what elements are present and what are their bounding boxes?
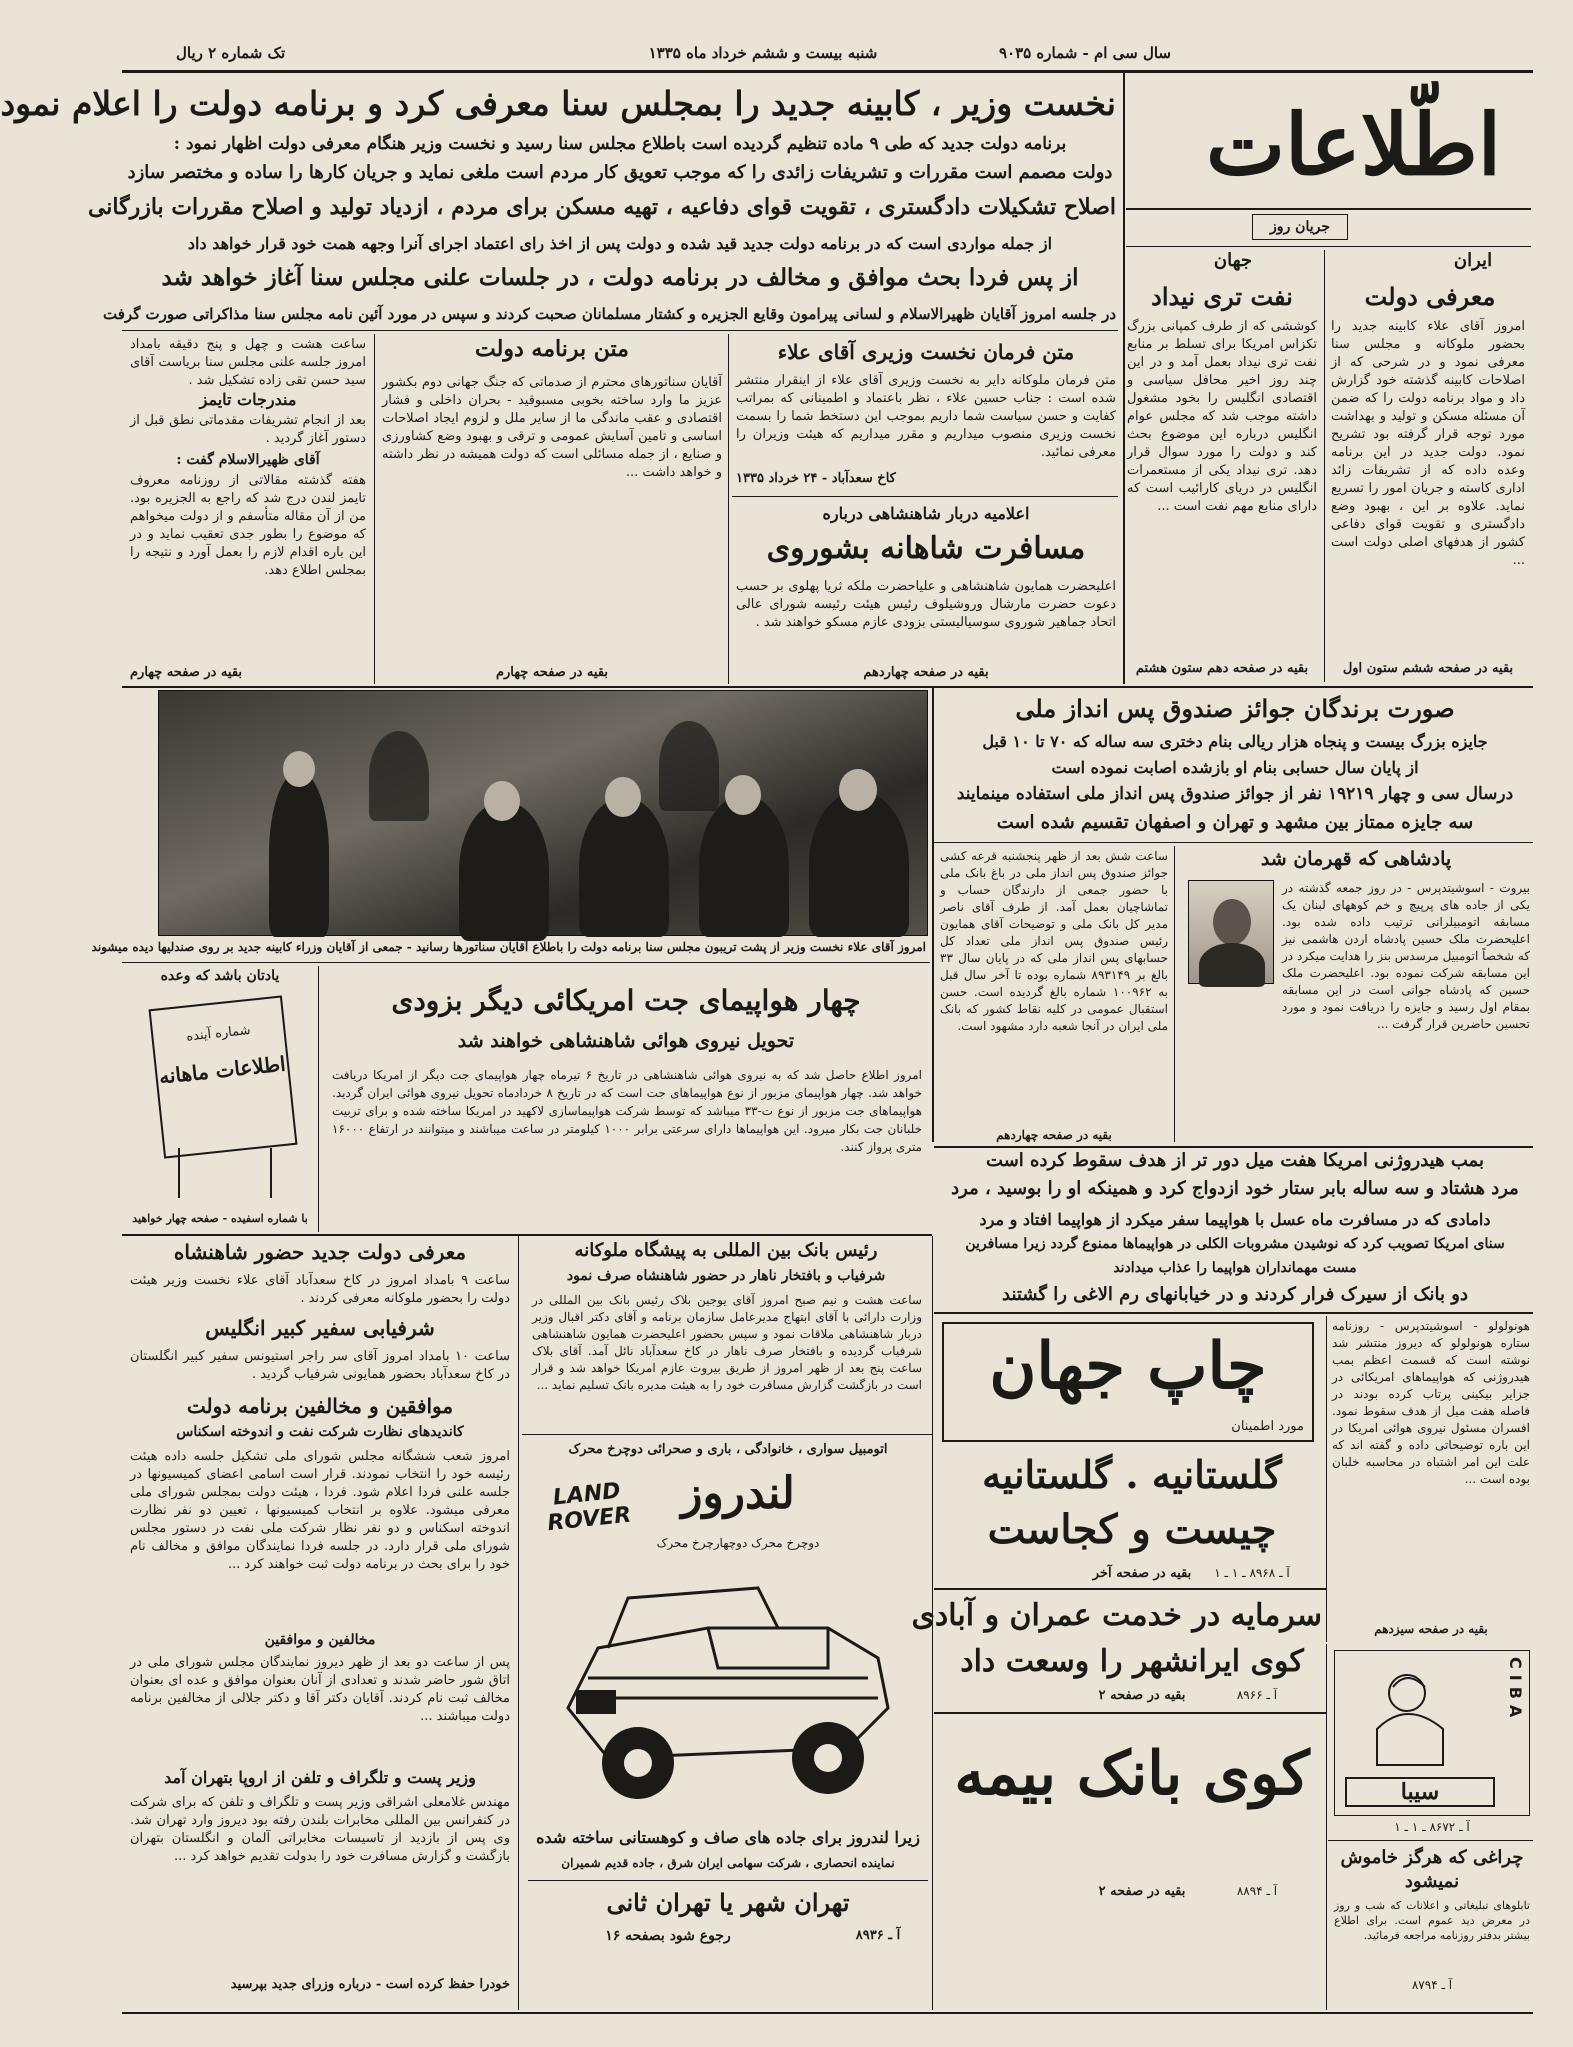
upper-section-rule <box>122 686 1533 688</box>
sarmaye-cont: بقیه در صفحه ۲ <box>1098 1688 1186 1703</box>
portrait-body <box>1199 943 1265 987</box>
jets-body: امروز اطلاع حاصل شد که به نیروی هوائی شاهنشاهی در تاریخ ۶ تیرماه چهار هواپیمای جت دیگر از امریکا دریافت خواهد شد. چهار هواپیمای مزبور از نوع هواپیماهای جت است که در تاریخ ۸ خردادماه تحویل نیروی هوائی ایران گردید. هواپیماهای جت مزبور از نوع ت-۳۳ میباشد که توسط شرکت هواپیماسازی لاکهید در امریکا ساخته شده و برای تربیت خلبانان جت بکار میرود. این هواپیماها دارای سرعتی برابر ۱۰۰۰ کیلومتر در ساعت میباشند و میتوانند در ارتفاع ۱۶۰۰۰ متری پرواز کنند. <box>332 1068 923 1154</box>
sarmaye-code: آ ـ ۸۹۶۶ <box>1236 1688 1278 1702</box>
world-col-title: نفت تری نیداد <box>1151 282 1293 311</box>
gov-intro-body1: ساعت ۹ بامداد امروز در کاخ سعدآباد آقای علاء نخست وزیر هیئت دولت را بحضور ملوکانه معرفی کردند . <box>130 1273 510 1306</box>
landrover-city: تهران شهر یا تهران ثانی <box>606 1888 850 1917</box>
bank-subtitle: شرفیاب و بافتخار ناهار در حضور شاهنشاه صرف نمود <box>566 1268 886 1284</box>
masthead-logo: اطّلاعات <box>1205 95 1502 194</box>
lead-rule <box>122 330 1118 331</box>
lottery-line1: جایزه بزرگ بیست و پنجاه هزار ریالی بنام دختری سه ساله که ۷۰ تا ۱۰ قبل <box>982 732 1488 751</box>
king-portrait <box>1188 880 1274 984</box>
middle-divider <box>932 688 934 1142</box>
landrover-cont: رجوع شود بصفحه ۱۶ <box>605 1928 731 1944</box>
lottery-title: صورت برندگان جوائز صندوق پس انداز ملی <box>1015 694 1455 723</box>
farman-body: متن فرمان ملوکانه دایر به نخست وزیری آقای علاء از اینقرار منتشر شده است : جناب حسین علاء ، نظر باعتماد و اطمینانی که بمراتب کفایت و حسن سیاست شما داریم بموجب این دستخط شما را بسمت نخست وزیری منصوب میداریم و مقرر میداریم که هیئت وزیران را معرفی نمائید. <box>736 373 1116 460</box>
ciba-code: آ ـ ۸۶۷۲ ـ ۱ ـ ۱ <box>1394 1820 1470 1834</box>
iran-label: ایران <box>1453 250 1493 271</box>
billboard-leg <box>270 1148 272 1198</box>
billboard-line2: اطلاعات ماهانه <box>157 1051 287 1089</box>
jets-side-footer: با شماره اسفیده - صفحه چهار خواهید <box>132 1212 308 1225</box>
landrover-banner: اتومبیل سواری ، خانوادگی ، باری و صحرائی دوچرخ محرک <box>568 1442 888 1457</box>
bank-ad-code: آ ـ ۸۸۹۴ <box>1236 1884 1278 1898</box>
world-col-cont: بقیه در صفحه دهم ستون هشتم <box>1135 661 1309 676</box>
gov-intro-title3: موافقین و مخالفین برنامه دولت <box>186 1394 454 1418</box>
chaap-sub: مورد اطمینان <box>1231 1419 1304 1434</box>
lead-line2: دولت مصمم است مقررات و تشریفات زائدی را که موجب تعویق کار مردم است ملغی نماید و جریان کارها را ساده و مختصر سازد <box>127 162 1113 183</box>
lottery-divider <box>1174 846 1175 1142</box>
vehicle-hub <box>814 1744 842 1772</box>
photo-figure <box>369 731 429 821</box>
landrover-agent: نماینده انحصاری ، شرکت سهامی ایران شرق ، جاده قدیم شمیران <box>561 1856 895 1870</box>
landrover-ad <box>528 1438 928 1958</box>
senate-photo <box>158 690 928 936</box>
photo-figure <box>269 771 329 937</box>
golestan-title: گلستانیه . گلستانیه <box>982 1452 1282 1497</box>
vehicle-side-panel <box>708 1628 828 1668</box>
photo-face <box>839 769 877 811</box>
bank-rule <box>522 1434 932 1435</box>
travel-kicker: اعلامیه دربار شاهنشاهی درباره <box>822 504 1030 523</box>
photo-face <box>605 777 641 817</box>
section-label-box <box>1252 214 1348 240</box>
gov-intro-body5: مهندس غلامعلی اشراقی وزیر پست و تلگراف و تلفن که برای شرکت در کنفرانس بین المللی مخابرات بلندن رفته بود دیروز وارد تهران شد. وی پس از بازدید از تاسیسات مخابراتی آلمان و انگلستان بتهران بازگشت و گزارش مسافرت خود را بدولت تقدیم خواهد کرد ... <box>130 1795 510 1864</box>
mid-rule-right <box>934 1146 1533 1148</box>
landrover-slogan: زیرا لندروز برای جاده های صاف و کوهستانی ساخته شده <box>536 1828 920 1847</box>
missile-rule <box>934 1312 1533 1314</box>
lottery-line3: درسال سی و چهار ۱۹۲۱۹ نفر از جوائز صندوق پس انداز ملی استفاده مینمایند <box>956 784 1514 804</box>
session-body3: هفته گذشته مقالاتی از روزنامه معروف تایمز لندن درج شد که راجع به الجزیره بود. من از آن مقاله متأسفم و از دولت میخواهم که موضوع را بطور جدی تعقیب نماید و در این باره اقدام لازم را بعمل آورد و نتیجه را بمجلس اطلاع دهد. <box>130 473 366 578</box>
ciba-ad <box>1334 1650 1530 1816</box>
golestan-sub: چیست و کجاست <box>987 1506 1277 1553</box>
jets-subtitle: تحویل نیروی هوائی شاهنشاهی خواهند شد <box>457 1030 795 1052</box>
missile-line3: دامادی که در مسافرت ماه عسل با هواپیما سفر میکرد از هواپیما افتاد و مرد <box>979 1210 1491 1229</box>
lottery-body: ساعت شش بعد از ظهر پنجشنبه قرعه کشی جوائز صندوق پس انداز ملی در باغ بانک ملی با حضور جمعی از دارندگان حساب و تماشاچیان بعمل آمد. از طرف آقای ناصر مدیر کل بانک ملی و توضیحات آقای همایون رئیس صندوق پس انداز ملی تعداد کل حسابهای پس انداز ملی که در پایان سال ۳۳ بالغ بر ۸۹۳۱۴۹ شماره بوده تا آخر سال قبل به ۱۰۰۹۶۲ شماره بالغ گردیده است. حسن استقبال عمومی در کلیه نقاط کشور که بانک ملی ایران در آنجا شعبه دارد مشهود است. <box>940 849 1168 1033</box>
landrover-brand-en: LAND ROVER <box>546 1478 633 1537</box>
ciba-product: سیبا <box>1345 1777 1495 1807</box>
golestan-rule <box>934 1588 1326 1590</box>
billboard <box>149 995 298 1158</box>
honolulu-divider <box>1326 1316 1327 1642</box>
session-speaker: آقای ظهیرالاسلام گفت : <box>176 452 320 468</box>
golestan-cont: بقیه در صفحه آخر <box>1092 1566 1192 1581</box>
issue-price: تک شماره ۲ ریال <box>176 44 286 62</box>
gov-intro-divider <box>518 1236 519 2010</box>
iran-col-body: امروز آقای علاء کابینه جدید را بحضور ملوکانه و مجلس سنا معرفی نمود و در شرحی که از اصلاحات کابینه گذشته خود گزارش داد و مواد برنامه دولت را که ضمن آن مسئله مسکن و تولید و بهداشت مورد توجه قرار گرفته بود تشریح نمود. دولت جدید در این برنامه وعده داده که از تشریفات زائد اداری کاسته و جریان امور را تسریع نماید. علاوه بر این ، بهبود وضع دادگستری و تقویت قوای دفاعی کشور از هدفهای اصلی دولت است ... <box>1331 319 1525 568</box>
lead-headline: نخست وزیر ، کابینه جدید را بمجلس سنا معرفی کرد و برنامه دولت را اعلام نمود <box>0 84 1116 123</box>
gov-intro-title: معرفی دولت جدید حضور شاهنشاه <box>173 1240 467 1264</box>
mid-rule-left <box>122 1234 932 1236</box>
landrover-code: آ ـ ۸۹۳۶ <box>855 1928 901 1943</box>
iran-col-cont: بقیه در صفحه ششم ستون اول <box>1342 661 1514 676</box>
top-rule <box>122 70 1533 73</box>
landrover-tagline: دوچرخ محرک دوچهارچرخ محرک <box>656 1536 820 1550</box>
lamp-title: چراغی که هرگز خاموش نمیشود <box>1340 1847 1524 1892</box>
program-cont: بقیه در صفحه چهارم <box>495 665 609 680</box>
lead-line5: از پس فردا بحث موافق و مخالف در برنامه دولت ، در جلسات علنی مجلس سنا آغاز خواهد شد <box>161 264 1079 291</box>
honolulu-body: هونولولو - اسوشیتدپرس - روزنامه ستاره هونولولو که دیروز منتشر شد نوشته است که قسمت اعظم بمب هیدروژنی که هواپیماهای امریکائی در جزایر بیکینی پرتاب کرده بودند در فاصله هفت میل از هدف سقوط نمود. افسران مسئول نیروی هوائی امریکا در این باره توضیحاتی داده و گفته اند که علت این امر اشتباه در محاسبه خلبان بوده است ... <box>1332 1319 1530 1486</box>
session-cont: بقیه در صفحه چهارم <box>130 665 243 680</box>
program-body: آقایان سناتورهای محترم از صدماتی که جنگ جهانی دوم بکشور عزیز ما وارد ساخته بخوبی مسبوقید - بحران داخلی و فشار اقتصادی و عقب ماندگی ما از سایر ملل و لزوم ایجاد اصلاحات اساسی و تامین آسایش عمومی و ترقی و بهبود وضع کشاورزی و صنایع ، از جمله مسائلی است که دولت همیشه در نظر داشته و خواهد داشت ... <box>382 375 722 480</box>
photo-figure <box>809 791 909 937</box>
session-divider <box>374 334 375 684</box>
missile-line1: بمب هیدروژنی امریکا هفت میل دور تر از هدف سقوط کرده است <box>986 1150 1484 1171</box>
farman-sign: کاخ سعدآباد - ۲۴ خرداد ۱۳۳۵ <box>736 471 896 486</box>
photo-figure <box>579 797 669 937</box>
gov-intro-title5: وزیر پست و تلگراف و تلفن از اروپا بتهران آمد <box>164 1768 476 1787</box>
photo-figure <box>699 795 789 937</box>
lamp-code: آ ـ ۸۷۹۴ <box>1411 1978 1453 1992</box>
session-sub: مندرجات تایمز <box>199 390 297 409</box>
ciba-rule <box>1328 1840 1533 1841</box>
world-col-body: کوششی که از طرف کمپانی بزرگ تکزاس امریکا برای تسلط بر منابع نفت تری نیداد بعمل آمد و در این چند روز اخیر محافل سیاسی و اقتصادی انگلیس را بخود مشغول داشته موجب شد که مجلس عوام انگلیس درباره این موضوع بحث کند و دولت را مورد سوال قرار دهد. تری نیداد یکی از مستعمرات انگلیس در دریای کارائیب است که دارای منابع مهم نفت است ... <box>1127 319 1317 514</box>
portrait-face <box>1213 899 1251 945</box>
jets-side-title: یادتان باشد که وعده <box>160 968 280 984</box>
photo-caption: امروز آقای علاء نخست وزیر از پشت تریبون مجلس سنا برنامه دولت را باطلاع آقایان سناتورها رسانید - جمعی از آقایان وزراء کابینه جدید بر روی صندلیها دیده میشوند <box>91 940 926 954</box>
lottery-cont: بقیه در صفحه چهاردهم <box>996 1128 1112 1142</box>
landrover-vehicle-illustration <box>528 1558 928 1818</box>
lead-line1: برنامه دولت جدید که طی ۹ ماده تنظیم گردیده است باطلاع مجلس سنا رسید و نخست وزیر هنگام معرفی دولت اظهار نمود : <box>173 134 1067 154</box>
ciba-figure-illustration <box>1347 1659 1487 1769</box>
masthead-rule <box>1126 208 1531 210</box>
section-label: جریان روز <box>1270 219 1330 235</box>
photo-figure <box>659 721 719 811</box>
iran-col-title: معرفی دولت <box>1364 282 1496 311</box>
section-rule <box>1126 246 1531 247</box>
gov-intro-body4: پس از ساعت دو بعد از ظهر دیروز نمایندگان مجلس شورای ملی در اتاق شور حاضر شدند و تعدادی از آنان بعنوان موافق و عده ای بعنوان مخالف ثبت نام کردند. آقایان دکتر آقا و دکتر جلالی از مخالفین برنامه دولت میباشند ... <box>130 1655 510 1724</box>
lottery-line4: سه جایزه ممتاز بین مشهد و تهران و اصفهان تقسیم شده است <box>996 812 1474 833</box>
champion-title: پادشاهی که قهرمان شد <box>1260 848 1452 870</box>
bank-ad-cont: بقیه در صفحه ۲ <box>1098 1884 1186 1899</box>
golestan-code: آ ـ ۸۹۶۸ ـ ۱ ـ ۱ <box>1214 1566 1290 1580</box>
gov-intro-footer: خودرا حفظ کرده است - درباره وزرای جدید بپرسید <box>230 1977 510 1992</box>
gov-intro-body2: ساعت ۱۰ بامداد امروز آقای سر راجر استیونس سفیر کبیر انگلستان در کاخ سعدآباد بحضور همایونی شرفیاب گردید . <box>130 1349 510 1382</box>
photo-face <box>484 781 520 821</box>
travel-body: اعلیحضرت همایون شاهنشاهی و علیاحضرت ملکه ثریا پهلوی بر حسب دعوت حضرت مارشال وروشیلوف رئیس هیئت رئیسه شورای عالی اتحاد جماهیر شوروی سوسیالیستی بزودی عازم مسکو خواهند شد . <box>736 579 1116 630</box>
issue-date: شنبه بیست و ششم خرداد ماه ۱۳۳۵ <box>648 44 878 62</box>
gov-intro-title2: شرفیابی سفیر کبیر انگلیس <box>205 1316 435 1340</box>
lead-line3: اصلاح تشکیلات دادگستری ، تقویت قوای دفاعیه ، تهیه مسکن برای مردم ، ازدیاد تولید و اصلاح مقررات بازرگانی <box>87 194 1116 220</box>
masthead-divider <box>1123 72 1125 684</box>
landrover-rule <box>528 1880 928 1881</box>
chaap-ad <box>942 1322 1314 1442</box>
ciba-divider <box>1326 1644 1327 2010</box>
lead-line6: در جلسه امروز آقایان ظهیرالاسلام و لسانی پیرامون وقایع الجزیره و کشتار مسلمانان صحبت کردند و سپس در مورد آئین نامه مجلس سنا مذاکراتی صورت گرفت <box>103 305 1116 323</box>
photo-rule <box>122 962 930 963</box>
landrover-brand-fa: لندروز <box>681 1468 795 1519</box>
lottery-rule <box>934 842 1533 843</box>
farman-title: متن فرمان نخست وزیری آقای علاء <box>777 340 1075 364</box>
travel-title: مسافرت شاهانه بشوروی <box>766 531 1086 566</box>
missile-line6: دو بانک از سیرک فرار کردند و در خیابانهای رم الاغی را گشتند <box>1002 1284 1468 1305</box>
iran-world-divider <box>1324 250 1325 682</box>
champion-body: بیروت - اسوشیتدپرس - در روز جمعه گذشته در یکی از جاده های پرپیچ و خم کوههای لبنان یک مسابقه اتومبیلرانی ترتیب داده شده بود. اعلیحضرت ملک حسین پادشاه اردن هاشمی نیز که شخصاً اتومبیل مرسدس بنز را هدایت میکرد در این مسابقه شرکت نموده بود. اعلیحضرت ملک حسین که پادشاه جوانی است در این مسابقه بمقام اول رسید و جایزه را دریافت نمود و مورد تحسین حاضرین قرار گرفت ... <box>1282 881 1530 1031</box>
program-title: متن برنامه دولت <box>475 336 629 362</box>
bottom-rule <box>122 2012 1533 2014</box>
bank-body: ساعت هشت و نیم صبح امروز آقای یوجین بلاک رئیس بانک بین المللی در وزارت دارائی با آقای ابتهاج مدیرعامل سازمان برنامه و آقای دکتر اقبال وزیر دربار شاهنشاهی ملاقات نمود و سپس بحضور اعلیحضرت همایون شاهنشاهی شرفیاب گردیده و بافتخار صرف ناهار در کاخ سعدآباد نائل آمد. آقای بلاک ساعت پنج بعد از ظهر امروز از طریق بیروت عازم امریکا خواهد شد و قرار است در بازگشت گزارش مسافرت خود را به هیئت مدیره بانک تسلیم نماید ... <box>532 1293 923 1392</box>
jets-side-divider <box>318 966 319 1232</box>
missile-line2: مرد هشتاد و سه ساله بابر ستار خود ازدواج کرد و همینکه او را بوسید ، مرد <box>951 1178 1519 1199</box>
vehicle-grille <box>576 1690 616 1714</box>
sarmaye-rule <box>934 1712 1326 1714</box>
lottery-line2: از پایان سال حسابی بنام او بازشده اصابت نموده است <box>1051 758 1419 777</box>
sarmaye-sub: کوی ایرانشهر را وسعت داد <box>960 1644 1304 1679</box>
lamp-body: تابلوهای تبلیغاتی و اعلانات که شب و روز در معرض دید عموم است. برای اطلاع بیشتر بدفتر روزنامه مراجعه فرمائید. <box>1334 1899 1530 1942</box>
missile-line4: سنای امریکا تصویب کرد که نوشیدن مشروبات الکلی در هواپیماها ممنوع گردد زیرا مسافرین <box>965 1236 1505 1252</box>
photo-figure <box>459 801 549 941</box>
lead-line4: از جمله مواردی است که در برنامه دولت جدید قید شده و دولت پس از اخذ رای اعتماد اجرای آنرا وجهه همت خود قرار خواهد داد <box>187 234 1053 253</box>
travel-cont: بقیه در صفحه چهاردهم <box>863 665 989 680</box>
chaap-title: چاپ جهان <box>989 1329 1267 1404</box>
gov-intro-body3: امروز شعب ششگانه مجلس شورای ملی تشکیل جلسه داده هیئت رئیسه خود را انتخاب نمودند. قرار است اسامی اعضای کمیسیونها در جلسه علنی فردا اعلام شود. فردا ، هیئت دولت بمجلس شورای ملی معرفی میشود. علاوه بر انتخاب کمیسیونها ، تعیین دو نفر نظارت اندوخته اسکناس و دو نفر نظار شرکت ملی نفت در دستور مجلس شورای ملی قرار دارد. در جلسه فردا نمایندگان موافق و مخالف نام خود را برای بحث در برنامه دولت ثبت خواهند کرد ... <box>130 1449 510 1572</box>
issue-number: سال سی ام - شماره ۹۰۳۵ <box>998 44 1171 62</box>
gov-intro-sub3: کاندیدهای نظارت شرکت نفت و اندوخته اسکناس <box>176 1424 464 1440</box>
honolulu-cont: بقیه در صفحه سیزدهم <box>1374 1622 1488 1636</box>
gov-intro-sub4: مخالفین و موافقین <box>264 1632 376 1648</box>
photo-face <box>283 751 315 787</box>
ciba-brand: CIBA <box>1506 1657 1525 1724</box>
photo-face <box>725 775 761 815</box>
farman-rule <box>732 496 1118 497</box>
sarmaye-title: سرمایه در خدمت عمران و آبادی <box>911 1598 1322 1633</box>
world-label: جهان <box>1213 250 1253 271</box>
vehicle-windshield <box>608 1588 778 1648</box>
billboard-leg <box>178 1148 180 1198</box>
jets-title: چهار هواپیمای جت امریکائی دیگر بزودی <box>391 984 861 1017</box>
billboard-line1: شماره آینده <box>185 1022 252 1045</box>
program-divider <box>728 334 729 684</box>
missile-line5: مست مهمانداران هواپیما را عذاب میدادند <box>1113 1260 1357 1276</box>
session-body1: ساعت هشت و چهل و پنج دقیقه بامداد امروز جلسه علنی مجلس سنا بریاست آقای سید حسن تقی زاده تشکیل شد . <box>130 337 366 388</box>
session-body2: بعد از انجام تشریفات مقدماتی نطق قبل از دستور آغاز گردید . <box>130 413 366 446</box>
vehicle-hub <box>624 1749 652 1777</box>
bank-ad-title: کوی بانک بیمه <box>954 1739 1310 1809</box>
bank-title: رئیس بانک بین المللی به پیشگاه ملوکانه <box>574 1240 878 1261</box>
